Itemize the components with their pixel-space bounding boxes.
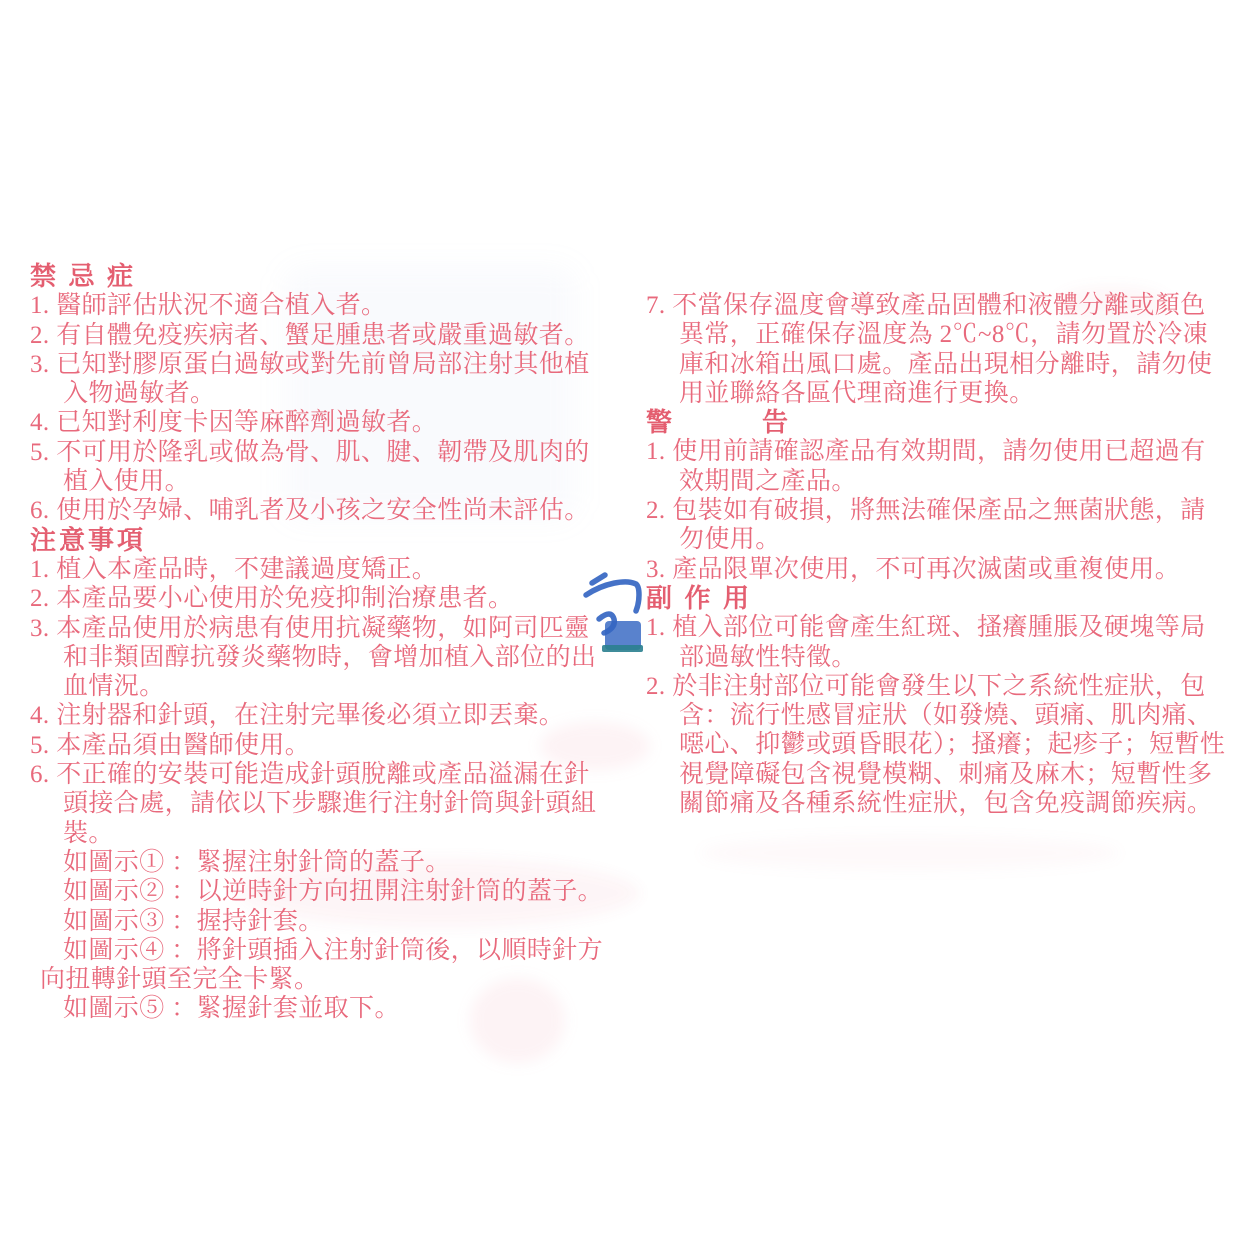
text-line: [646, 350, 1246, 379]
left-column: [30, 262, 645, 1024]
text-line-content: 部過敏性特徵。: [679, 643, 857, 671]
text-line-content: 5. 不可用於隆乳或做為骨、肌、腱、韌帶及肌肉的: [30, 438, 590, 466]
text-line-content: 如圖示⑤ ：緊握針套並取下。: [63, 995, 400, 1023]
text-line: [30, 672, 645, 701]
text-line: [646, 496, 1246, 525]
right-column: [646, 291, 1246, 818]
text-line-content: 2. 包裝如有破損，將無法確保產品之無菌狀態，請: [646, 497, 1206, 525]
text-line-content: 注意事項: [30, 525, 147, 555]
text-line: [30, 321, 645, 350]
text-line-content: 頭接合處，請依以下步驟進行注射針筒與針頭組: [63, 790, 597, 818]
text-line: [30, 965, 645, 994]
text-line-content: 2. 有自體免疫疾病者、蟹足腫患者或嚴重過敏者。: [30, 321, 590, 349]
text-line: [646, 789, 1246, 818]
text-line-content: 3. 本產品使用於病患有使用抗凝藥物，如阿司匹靈: [30, 614, 590, 642]
text-line-content: 植入使用。: [63, 468, 191, 496]
text-line-content: 視覺障礙包含視覺模糊、刺痛及麻木；短暫性多: [679, 760, 1213, 788]
text-line-content: 庫和冰箱出風口處。產品出現相分離時，請勿使: [679, 350, 1213, 378]
text-line: [30, 262, 645, 291]
text-line: [30, 467, 645, 496]
text-line-content: 關節痛及各種系統性症狀，包含免疫調節疾病。: [679, 790, 1213, 818]
text-line: [30, 994, 645, 1023]
text-line-content: 5. 本產品須由醫師使用。: [30, 731, 311, 759]
text-line-content: 血情況。: [63, 673, 165, 701]
text-line: [30, 614, 645, 643]
text-line-content: 4. 注射器和針頭，在注射完畢後必須立即丟棄。: [30, 702, 565, 730]
text-line: [646, 320, 1246, 349]
text-line: [646, 760, 1246, 789]
text-line-content: 7. 不當保存溫度會導致產品固體和液體分離或顏色: [646, 292, 1206, 319]
text-line-content: 1. 使用前請確認產品有效期間，請勿使用已超過有: [646, 438, 1206, 466]
text-line-content: 噁心、抑鬱或頭昏眼花）；搔癢；起疹子；短暫性: [679, 731, 1226, 759]
text-line: [646, 584, 1246, 613]
show-through-artifact: [700, 836, 1120, 870]
text-line: [646, 379, 1246, 408]
text-line-content: 6. 使用於孕婦、哺乳者及小孩之安全性尚未評估。: [30, 497, 590, 525]
text-line-content: 和非類固醇抗發炎藥物時，會增加植入部位的出: [63, 643, 597, 671]
text-line-content: 1. 醫師評估狀況不適合植入者。: [30, 292, 387, 320]
text-line-content: 3. 產品限單次使用，不可再次滅菌或重複使用。: [646, 555, 1181, 583]
text-line-content: 異常，正確保存溫度為 2℃~8℃，請勿置於冷凍: [679, 321, 1208, 349]
text-line-content: 6. 不正確的安裝可能造成針頭脫離或產品溢漏在針: [30, 761, 590, 789]
text-line: [30, 701, 645, 730]
text-line-content: 入物過敏者。: [63, 380, 216, 408]
text-line-content: 如圖示③ ：握持針套。: [63, 907, 324, 935]
text-line: [30, 760, 645, 789]
text-line-content: 用並聯絡各區代理商進行更換。: [679, 379, 1035, 407]
text-line-content: 1. 植入本產品時，不建議過度矯正。: [30, 555, 438, 583]
text-line-content: 副 作 用: [646, 583, 753, 613]
text-line: [30, 877, 645, 906]
text-line: [646, 643, 1246, 672]
text-line: [30, 789, 645, 818]
text-line: [646, 555, 1246, 584]
text-line-content: 效期間之產品。: [679, 467, 857, 495]
text-line: [646, 408, 1246, 437]
text-line: [30, 907, 645, 936]
text-line: [30, 438, 645, 467]
text-line-content: 警 告: [646, 408, 792, 438]
text-line: [646, 525, 1246, 554]
text-line-content: 禁 忌 症: [30, 262, 137, 291]
text-line: [30, 584, 645, 613]
text-line: [646, 613, 1246, 642]
text-line-content: 1. 植入部位可能會產生紅斑、搔癢腫脹及硬塊等局: [646, 614, 1206, 642]
text-line: [30, 819, 645, 848]
text-line: [646, 437, 1246, 466]
text-line: [646, 291, 1246, 320]
text-line: [646, 730, 1246, 759]
text-line: [30, 555, 645, 584]
text-line: [30, 936, 645, 965]
text-line-content: 2. 於非注射部位可能會發生以下之系統性症狀，包: [646, 672, 1206, 700]
text-line-content: 4. 已知對利度卡因等麻醉劑過敏者。: [30, 409, 438, 437]
text-line-content: 如圖示② ：以逆時針方向扭開注射針筒的蓋子。: [63, 878, 604, 906]
text-line-content: 含：流行性感冒症狀（如發燒、頭痛、肌肉痛、: [679, 702, 1213, 730]
text-line-content: 如圖示① ：緊握注射針筒的蓋子。: [63, 848, 451, 876]
text-line: [30, 526, 645, 555]
text-line: [30, 291, 645, 320]
text-line: [30, 643, 645, 672]
text-line-content: 勿使用。: [679, 526, 781, 554]
text-line: [646, 672, 1246, 701]
text-line-content: 3. 已知對膠原蛋白過敏或對先前曾局部注射其他植: [30, 350, 590, 378]
text-line-content: 向扭轉針頭至完全卡緊。: [40, 966, 320, 994]
text-line: [30, 731, 645, 760]
text-line: [30, 350, 645, 379]
text-line: [30, 379, 645, 408]
text-line-content: 2. 本產品要小心使用於免疫抑制治療患者。: [30, 585, 514, 613]
text-line: [30, 408, 645, 437]
text-line-content: 裝。: [63, 819, 114, 847]
text-line-content: 如圖示④ ：將針頭插入注射針筒後，以順時針方: [63, 936, 604, 964]
text-line: [646, 467, 1246, 496]
text-line: [646, 701, 1246, 730]
text-line: [30, 848, 645, 877]
text-line: [30, 496, 645, 525]
